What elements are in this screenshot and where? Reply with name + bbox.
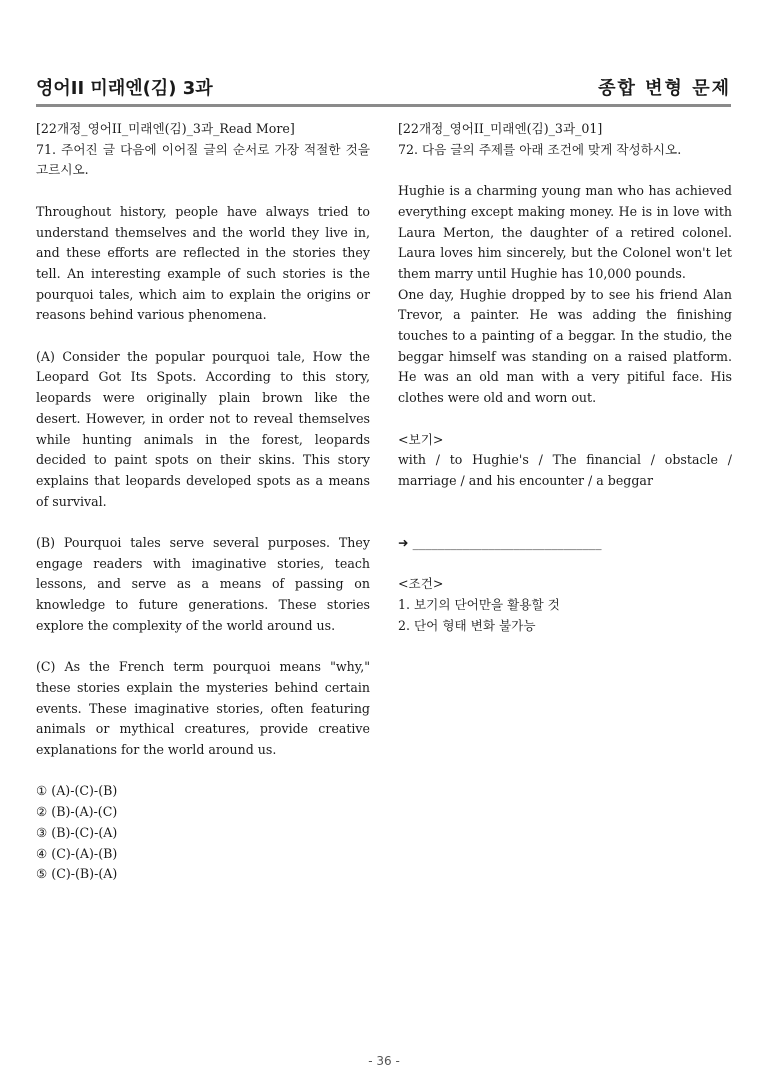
q72-condition-label: <조건> [398, 576, 444, 592]
q72-bogi-words: with / to Hughie's / The financial / obstacle / marriage / and his encounter / a beggar [398, 452, 732, 488]
q72-condition-2: 2. 단어 형태 변화 불가능 [398, 617, 536, 633]
q71-paragraph-a: (A) Consider the popular pourquoi tale, How the Leopard Got Its Spots. According to this story, leopards were originally plain brown like the desert. However, in order not to reveal themselves while hunting animals in the forest, leopards decided to paint spots on their skins. This story explains that leopards developed spots as a means of survival. [36, 348, 370, 509]
page-header [36, 74, 731, 106]
q72-passage-paragraph-1: Hughie is a charming young man who has achieved everything except making money. He is in love with Laura Merton, the daughter of a retired colonel. Laura loves him sincerely, but the Colonel won't let them marry until Hughie has 10,000 pounds. [398, 183, 732, 281]
question-72 [398, 119, 732, 637]
q71-paragraph-c: (C) As the French term pourquoi means "why," these stories explain the mysteries behind certain events. These imaginative stories, often featuring animals or mythical creatures, provide creative explanations for the world around us. [36, 659, 370, 758]
q71-choice-3[interactable]: ③ (B)-(C)-(A) [36, 824, 118, 840]
q72-source: [22개정_영어II_미래엔(김)_3과_01] [398, 121, 603, 136]
header-title: 영어II 미래엔(김) 3과 [36, 78, 213, 99]
arrow-right-icon: ➜ [398, 535, 409, 550]
page-number: - 36 - [368, 1054, 400, 1068]
q71-prompt: 71. 주어진 글 다음에 이어질 글의 순서로 가장 적절한 것을 고르시오. [36, 141, 370, 178]
q72-condition-1: 1. 보기의 단어만을 활용할 것 [398, 597, 560, 613]
q72-bogi-label: <보기> [398, 431, 444, 447]
q71-choice-5[interactable]: ⑤ (C)-(B)-(A) [36, 866, 118, 882]
q71-intro-paragraph: Throughout history, people have always tried to understand themselves and the world they live in, and these efforts are reflected in the stories they tell. An interesting example of such stories is the pourquoi tales, which aim to explain the origins or reasons behind various phenomena. [36, 203, 370, 323]
q71-choice-4[interactable]: ④ (C)-(A)-(B) [36, 845, 118, 861]
q72-prompt: 72. 다음 글의 주제를 아래 조건에 맞게 작성하시오. [398, 141, 682, 157]
q72-answer-blank[interactable]: ______________________________ [412, 535, 602, 550]
q71-paragraph-b: (B) Pourquoi tales serve several purposes. They engage readers with imaginative stories, teach lessons, and serve as a means of passing on knowledge to future generations. These stories explore the complexity of the world around us. [36, 535, 370, 633]
q72-passage-paragraph-2: One day, Hughie dropped by to see his friend Alan Trevor, a painter. He was adding the finishing touches to a painting of a beggar. In the studio, the beggar himself was standing on a raised platform. He was an old man with a very pitiful face. His clothes were old and worn out. [398, 286, 732, 406]
q71-source: [22개정_영어II_미래엔(김)_3과_Read More] [36, 121, 295, 136]
q71-choice-1[interactable]: ① (A)-(C)-(B) [36, 783, 118, 799]
q71-choice-2[interactable]: ② (B)-(A)-(C) [36, 804, 118, 820]
header-section-title: 종합 변형 문제 [598, 78, 731, 99]
q72-answer-line [398, 533, 732, 554]
header-divider [36, 104, 731, 107]
question-71 [36, 119, 370, 885]
